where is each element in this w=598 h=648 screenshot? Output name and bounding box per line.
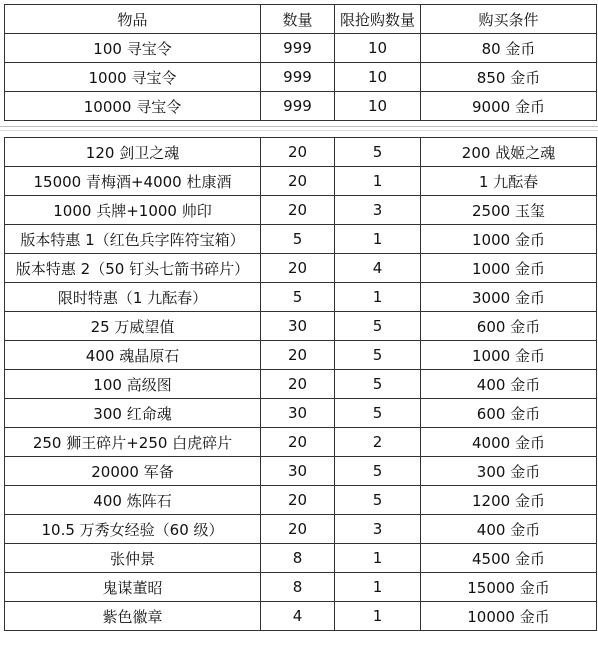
cond-cell: 9000 金币 [421, 92, 597, 121]
limit-cell: 4 [335, 254, 421, 283]
item-cell: 版本特惠 1（红色兵字阵符宝箱） [5, 225, 261, 254]
table-row [5, 63, 597, 92]
item-cell: 25 万威望值 [5, 312, 261, 341]
limit-cell: 5 [335, 457, 421, 486]
item-cell: 100 寻宝令 [5, 34, 261, 63]
cond-cell: 400 金币 [421, 370, 597, 399]
item-cell: 鬼谋董昭 [5, 573, 261, 602]
cond-cell: 300 金币 [421, 457, 597, 486]
limit-cell: 5 [335, 138, 421, 167]
qty-cell: 30 [261, 399, 335, 428]
limit-cell: 10 [335, 34, 421, 63]
limit-cell: 5 [335, 312, 421, 341]
table-row [5, 428, 597, 457]
item-cell: 10.5 万秀女经验（60 级） [5, 515, 261, 544]
divider [0, 126, 598, 127]
cond-cell: 1000 金币 [421, 225, 597, 254]
cond-cell: 3000 金币 [421, 283, 597, 312]
item-cell: 250 狮王碎片+250 白虎碎片 [5, 428, 261, 457]
table-row [5, 254, 597, 283]
table-row [5, 457, 597, 486]
table-row [5, 167, 597, 196]
item-cell: 300 红命魂 [5, 399, 261, 428]
qty-cell: 5 [261, 225, 335, 254]
qty-cell: 20 [261, 167, 335, 196]
header-row [5, 5, 597, 34]
qty-cell: 20 [261, 515, 335, 544]
qty-cell: 8 [261, 573, 335, 602]
divider [0, 130, 598, 131]
item-cell: 紫色徽章 [5, 602, 261, 631]
cond-cell: 1 九酝春 [421, 167, 597, 196]
qty-cell: 30 [261, 312, 335, 341]
limit-cell: 5 [335, 486, 421, 515]
table-row [5, 486, 597, 515]
cond-cell: 4000 金币 [421, 428, 597, 457]
qty-cell: 999 [261, 34, 335, 63]
table-row [5, 312, 597, 341]
item-cell: 400 炼阵石 [5, 486, 261, 515]
cond-cell: 80 金币 [421, 34, 597, 63]
limit-cell: 1 [335, 602, 421, 631]
table-row [5, 34, 597, 63]
qty-cell: 20 [261, 138, 335, 167]
limit-cell: 5 [335, 341, 421, 370]
table-row [5, 225, 597, 254]
item-cell: 限时特惠（1 九酝春） [5, 283, 261, 312]
cond-cell: 850 金币 [421, 63, 597, 92]
qty-cell: 8 [261, 544, 335, 573]
qty-cell: 20 [261, 486, 335, 515]
cond-cell: 1000 金币 [421, 341, 597, 370]
item-cell: 120 剑卫之魂 [5, 138, 261, 167]
item-cell: 10000 寻宝令 [5, 92, 261, 121]
qty-cell: 20 [261, 196, 335, 225]
table-row [5, 283, 597, 312]
item-cell: 1000 兵牌+1000 帅印 [5, 196, 261, 225]
limit-cell: 1 [335, 544, 421, 573]
item-cell: 400 魂晶原石 [5, 341, 261, 370]
cond-cell: 15000 金币 [421, 573, 597, 602]
table-row [5, 341, 597, 370]
header-qty: 数量 [261, 5, 335, 34]
qty-cell: 20 [261, 428, 335, 457]
header-item: 物品 [5, 5, 261, 34]
limit-cell: 1 [335, 283, 421, 312]
limit-cell: 10 [335, 92, 421, 121]
table-row [5, 370, 597, 399]
qty-cell: 999 [261, 92, 335, 121]
qty-cell: 30 [261, 457, 335, 486]
cond-cell: 200 战姬之魂 [421, 138, 597, 167]
limit-cell: 3 [335, 515, 421, 544]
header-cond: 购买条件 [421, 5, 597, 34]
cond-cell: 10000 金币 [421, 602, 597, 631]
qty-cell: 5 [261, 283, 335, 312]
cond-cell: 2500 玉玺 [421, 196, 597, 225]
table-row [5, 515, 597, 544]
item-cell: 20000 军备 [5, 457, 261, 486]
limit-cell: 10 [335, 63, 421, 92]
cond-cell: 600 金币 [421, 312, 597, 341]
item-cell: 100 高级图 [5, 370, 261, 399]
cond-cell: 400 金币 [421, 515, 597, 544]
price-table-top [4, 4, 597, 121]
table-row [5, 573, 597, 602]
limit-cell: 3 [335, 196, 421, 225]
qty-cell: 20 [261, 341, 335, 370]
table-row [5, 92, 597, 121]
qty-cell: 20 [261, 254, 335, 283]
limit-cell: 1 [335, 225, 421, 254]
item-cell: 张仲景 [5, 544, 261, 573]
qty-cell: 20 [261, 370, 335, 399]
limit-cell: 1 [335, 167, 421, 196]
header-limit: 限抢购数量 [335, 5, 421, 34]
table-row [5, 602, 597, 631]
limit-cell: 2 [335, 428, 421, 457]
item-cell: 1000 寻宝令 [5, 63, 261, 92]
qty-cell: 4 [261, 602, 335, 631]
item-cell: 15000 青梅酒+4000 杜康酒 [5, 167, 261, 196]
price-table-main [4, 137, 597, 631]
table-row [5, 138, 597, 167]
cond-cell: 1200 金币 [421, 486, 597, 515]
limit-cell: 1 [335, 573, 421, 602]
table-row [5, 196, 597, 225]
cond-cell: 1000 金币 [421, 254, 597, 283]
table-row [5, 399, 597, 428]
limit-cell: 5 [335, 370, 421, 399]
cond-cell: 4500 金币 [421, 544, 597, 573]
qty-cell: 999 [261, 63, 335, 92]
limit-cell: 5 [335, 399, 421, 428]
item-cell: 版本特惠 2（50 钉头七箭书碎片） [5, 254, 261, 283]
cond-cell: 600 金币 [421, 399, 597, 428]
table-row [5, 544, 597, 573]
